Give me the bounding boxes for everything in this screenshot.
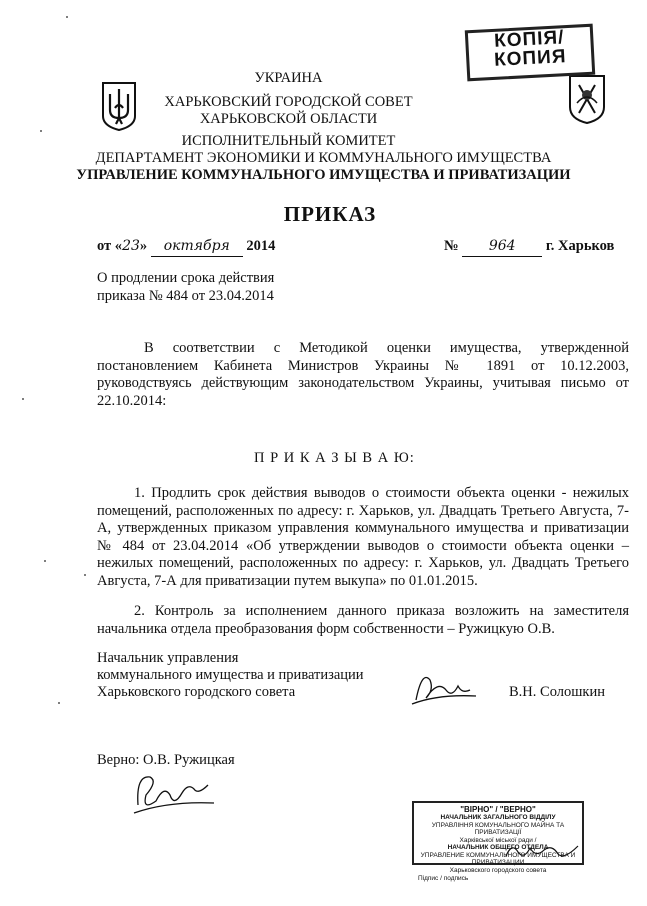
date-prefix: от « [97,238,123,254]
date-year: 2014 [246,238,276,254]
stamp-line-4: НАЧАЛЬНИК ОБЩЕГО ОТДЕЛА [447,844,549,851]
signatory-line-1: Начальник управления [97,650,239,666]
number-label: № [444,238,459,254]
scan-speck [66,16,68,18]
date-day: 23 [122,238,140,254]
subject-line-1: О продлении срока действия [97,270,275,286]
signature-head [408,660,480,710]
order-number: 964 [462,238,542,257]
stamp-sign-label: Підпис / подпись [418,875,469,882]
stamp-title: "ВІРНО" / "ВЕРНО" [460,805,536,814]
order-item-1: 1. Продлить срок действия выводов о стоимости объекта оценки - нежилых помещений, расположенных по адресу: г. Харьков, ул. Двадцать Третьего Августа, 7-А, утвержденных приказом управления коммунального имущества и приватизации № 484 от 23.04.2014 «Об утверждении выводов о стоимости объекта оценки – нежилых помещений, расположенных по адресу: г. Харьков, ул. Двадцать Третьего Августа, 7-А для приватизации путем выкупа» по 01.01.2015. [97,485,629,589]
order-item-2: 2. Контроль за исполнением данного приказа возложить на заместителя начальника отдела преобразования форм собственности – Ружицкую О.В. [97,603,629,637]
scan-speck [84,574,86,576]
header-region: ХАРЬКОВСКОЙ ОБЛАСТИ [199,111,378,127]
stamp-line-1: НАЧАЛЬНИК ЗАГАЛЬНОГО ВІДДІЛУ [440,814,556,821]
city: г. Харьков [545,238,615,254]
order-word: П Р И К А З Ы В А Ю: [254,450,415,466]
date-close: » [139,238,148,254]
stamp-line-3: Харківської міської ради / [459,836,537,844]
header-council: ХАРЬКОВСКИЙ ГОРОДСКОЙ СОВЕТ [164,94,413,110]
header-department: ДЕПАРТАМЕНТ ЭКОНОМИКИ И КОММУНАЛЬНОГО ИМУЩЕСТВА [95,150,552,166]
subject-line-2: приказа № 484 от 23.04.2014 [97,288,274,304]
signatory-line-3: Харьковского городского совета [97,684,296,700]
copy-stamp-line2: КОПИЯ [493,46,567,71]
header-committee: ИСПОЛНИТЕЛЬНЫЙ КОМИТЕТ [181,133,396,149]
signatory-name: В.Н. Солошкин [509,684,605,700]
signature-stamp [502,838,582,864]
stamp-line-6: Харьковского городского совета [449,866,547,874]
header-office: УПРАВЛЕНИЕ КОММУНАЛЬНОГО ИМУЩЕСТВА И ПРИВАТИЗАЦИИ [76,167,571,183]
scan-speck [44,560,46,562]
copy-stamp-line1: КОПІЯ/ [493,27,565,52]
signature-verified [128,765,218,820]
signatory-line-2: коммунального имущества и приватизации [97,667,364,683]
date-line [97,238,275,257]
scan-speck [58,702,60,704]
stamp-line-5: УПРАВЛЕНИЕ КОММУНАЛЬНОГО ИМУЩЕСТВА И ПРИВАТИЗАЦИИ [420,851,576,866]
verified-line: Верно: О.В. Ружицкая [97,752,235,768]
document-title: ПРИКАЗ [283,202,377,226]
number-line [444,238,614,257]
date-month: октября [151,238,243,257]
stamp-line-2: УПРАВЛІННЯ КОМУНАЛЬНОГО МАЙНА ТА ПРИВАТИЗАЦІЇ [431,821,565,836]
header-country: УКРАИНА [254,70,323,86]
scan-speck [22,398,24,400]
preamble: В соответствии с Методикой оценки имущества, утвержденной постановлением Кабинета Министров Украины № 1891 от 10.12.2003, руководствуясь действующим законодательством Украины, учитывая письмо от 22.10.2014: [97,340,629,409]
scan-speck [40,130,42,132]
